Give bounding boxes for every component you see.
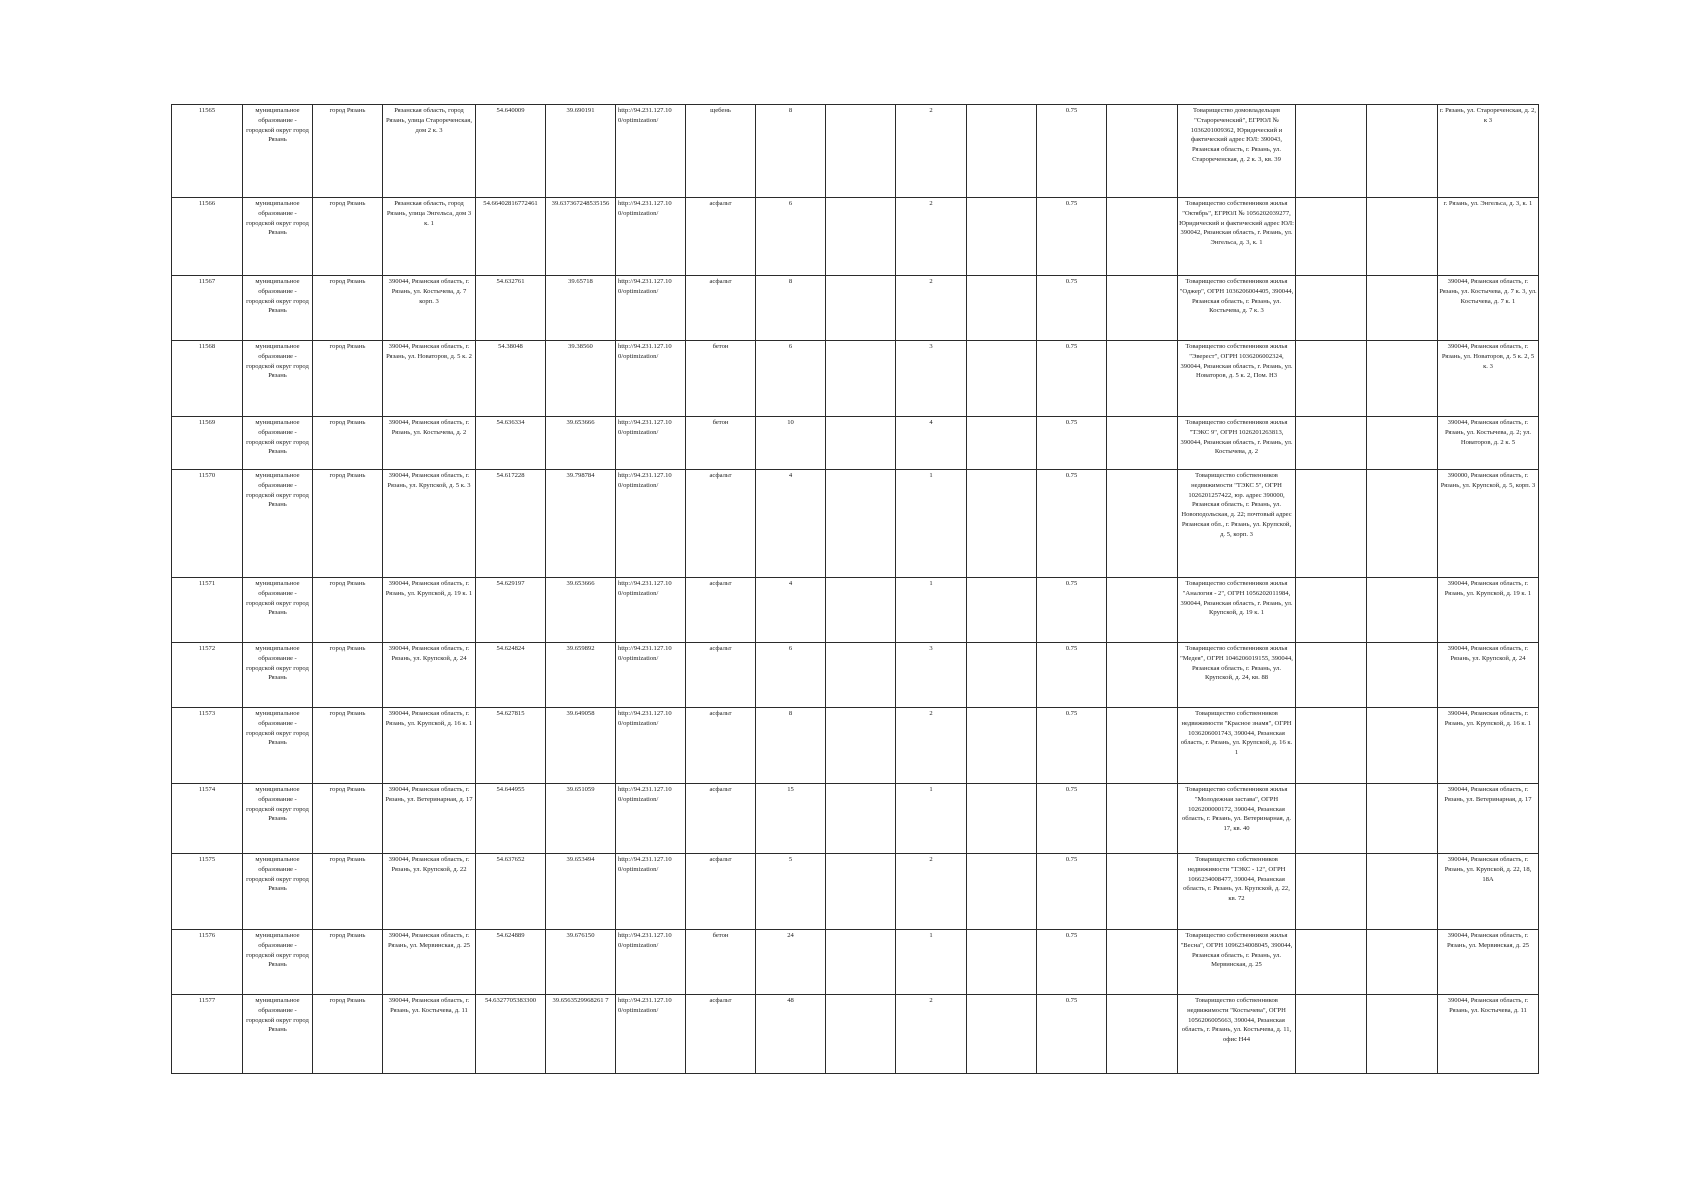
container-count-cell: 4 <box>896 417 967 470</box>
owner-cell: Товарищество собственников недвижимости "ТЭКС 5", ОГРН 1026201257422, юр. адрес 390000, Рязанская область, г. Рязань, ул. Новоподольская, д. 22; почтовый адрес Рязанская обл., г. Рязань, ул. Крупской, д. 5, корп. 3 <box>1178 470 1296 578</box>
container-count-cell: 3 <box>896 341 967 417</box>
surface-cell: бетон <box>686 341 756 417</box>
area-cell: 24 <box>756 930 826 995</box>
empty-cell <box>1367 417 1438 470</box>
empty-cell <box>1367 643 1438 708</box>
map-link-cell[interactable]: http://94.231.127.10 0/optimization/ <box>616 708 686 784</box>
empty-cell <box>1296 930 1367 995</box>
owner-cell: Товарищество собственников жилья "ТЭКС 9", ОГРН 1026201263813, 390044, Рязанская область, г. Рязань, ул. Костычева, д. 2 <box>1178 417 1296 470</box>
waste-sources-cell: 390044, Рязанская область, г. Рязань, ул. Костычева, д. 2; ул. Новаторов, д. 2 к. 5 <box>1438 417 1539 470</box>
address-cell: 390044, Рязанская область, г. Рязань, ул. Крупской, д. 22 <box>383 854 476 930</box>
owner-cell: Товарищество собственников жилья "Молодежная застава", ОГРН 1026200000172, 390044, Рязанская область, г. Рязань, ул. Ветеринарная, д. 17, кв. 40 <box>1178 784 1296 854</box>
latitude-cell: 54.617228 <box>476 470 546 578</box>
surface-cell: асфальт <box>686 784 756 854</box>
table-row <box>172 784 1539 854</box>
surface-cell: асфальт <box>686 578 756 643</box>
waste-sources-cell: 390044, Рязанская область, г. Рязань, ул. Крупской, д. 22, 18, 18А <box>1438 854 1539 930</box>
record-id: 11576 <box>172 930 243 995</box>
longitude-cell: 39.65718 <box>546 276 616 341</box>
empty-cell <box>826 708 896 784</box>
record-id: 11572 <box>172 643 243 708</box>
address-cell: Рязанская область, город Рязань, улица Энгельса, дом 3 к. 1 <box>383 198 476 276</box>
empty-cell <box>1107 643 1178 708</box>
volume-cell: 0.75 <box>1037 276 1107 341</box>
table-row <box>172 105 1539 198</box>
empty-cell <box>967 930 1037 995</box>
area-cell: 48 <box>756 995 826 1074</box>
empty-cell <box>1107 578 1178 643</box>
longitude-cell: 39.38560 <box>546 341 616 417</box>
empty-cell <box>1296 341 1367 417</box>
area-cell: 6 <box>756 198 826 276</box>
record-id: 11577 <box>172 995 243 1074</box>
record-id: 11575 <box>172 854 243 930</box>
surface-cell: асфальт <box>686 995 756 1074</box>
record-id: 11566 <box>172 198 243 276</box>
empty-cell <box>1367 995 1438 1074</box>
record-id: 11565 <box>172 105 243 198</box>
waste-sources-cell: г. Рязань, ул. Энгельса, д. 3, к. 1 <box>1438 198 1539 276</box>
municipality-cell: муниципальное образование - городской округ город Рязань <box>243 784 313 854</box>
settlement-cell: город Рязань <box>313 930 383 995</box>
longitude-cell: 39.676150 <box>546 930 616 995</box>
empty-cell <box>1296 995 1367 1074</box>
longitude-cell: 39.6563529968261 7 <box>546 995 616 1074</box>
area-cell: 4 <box>756 470 826 578</box>
empty-cell <box>826 643 896 708</box>
owner-cell: Товарищество собственников жилья "Октябрь", ЕГРЮЛ № 1056202039277, Юридический и фактический адрес ЮЛ: 390042, Рязанская область, г. Рязань, ул. Энгельса, д. 3, к. 1 <box>1178 198 1296 276</box>
address-cell: 390044, Рязанская область, г. Рязань, ул. Крупской, д. 16 к. 1 <box>383 708 476 784</box>
longitude-cell: 39.798784 <box>546 470 616 578</box>
volume-cell: 0.75 <box>1037 341 1107 417</box>
area-cell: 8 <box>756 708 826 784</box>
latitude-cell: 54.38048 <box>476 341 546 417</box>
waste-sources-cell: 390044, Рязанская область, г. Рязань, ул. Ветеринарная, д. 17 <box>1438 784 1539 854</box>
latitude-cell: 54.66402816772461 <box>476 198 546 276</box>
empty-cell <box>1367 854 1438 930</box>
municipality-cell: муниципальное образование - городской округ город Рязань <box>243 643 313 708</box>
empty-cell <box>967 854 1037 930</box>
area-cell: 8 <box>756 105 826 198</box>
area-cell: 6 <box>756 341 826 417</box>
empty-cell <box>967 417 1037 470</box>
container-count-cell: 2 <box>896 198 967 276</box>
empty-cell <box>1107 995 1178 1074</box>
empty-cell <box>1107 198 1178 276</box>
waste-sources-cell: 390044, Рязанская область, г. Рязань, ул. Костычева, д. 7 к. 3, ул. Костычева, д. 7 к. 1 <box>1438 276 1539 341</box>
longitude-cell: 39.653494 <box>546 854 616 930</box>
municipality-cell: муниципальное образование - городской округ город Рязань <box>243 995 313 1074</box>
volume-cell: 0.75 <box>1037 470 1107 578</box>
empty-cell <box>1107 105 1178 198</box>
empty-cell <box>826 470 896 578</box>
waste-sources-cell: 390044, Рязанская область, г. Рязань, ул. Крупской, д. 24 <box>1438 643 1539 708</box>
table-row <box>172 578 1539 643</box>
container-count-cell: 1 <box>896 784 967 854</box>
area-cell: 5 <box>756 854 826 930</box>
table-row <box>172 854 1539 930</box>
empty-cell <box>826 578 896 643</box>
map-link-cell[interactable]: http://94.231.127.10 0/optimization/ <box>616 470 686 578</box>
municipality-cell: муниципальное образование - городской округ город Рязань <box>243 578 313 643</box>
municipality-cell: муниципальное образование - городской округ город Рязань <box>243 708 313 784</box>
address-cell: 390044, Рязанская область, г. Рязань, ул. Ветеринарная, д. 17 <box>383 784 476 854</box>
map-link-cell[interactable]: http://94.231.127.10 0/optimization/ <box>616 995 686 1074</box>
surface-cell: асфальт <box>686 643 756 708</box>
address-cell: Рязанская область, город Рязань, улица Старореченская, дом 2 к. 3 <box>383 105 476 198</box>
surface-cell: бетон <box>686 417 756 470</box>
empty-cell <box>967 198 1037 276</box>
empty-cell <box>826 341 896 417</box>
area-cell: 15 <box>756 784 826 854</box>
municipality-cell: муниципальное образование - городской округ город Рязань <box>243 276 313 341</box>
municipality-cell: муниципальное образование - городской округ город Рязань <box>243 341 313 417</box>
table-row <box>172 470 1539 578</box>
address-cell: 390044, Рязанская область, г. Рязань, ул. Костычева, д. 2 <box>383 417 476 470</box>
empty-cell <box>1296 276 1367 341</box>
record-id: 11574 <box>172 784 243 854</box>
empty-cell <box>826 854 896 930</box>
owner-cell: Товарищество собственников жилья "Весна", ОГРН 1096234008045, 390044, Рязанская область, г. Рязань, ул. Мервинская, д. 25 <box>1178 930 1296 995</box>
empty-cell <box>967 995 1037 1074</box>
longitude-cell: 39.659892 <box>546 643 616 708</box>
latitude-cell: 54.632761 <box>476 276 546 341</box>
table-row <box>172 708 1539 784</box>
latitude-cell: 54.624889 <box>476 930 546 995</box>
map-link-cell[interactable]: http://94.231.127.10 0/optimization/ <box>616 643 686 708</box>
empty-cell <box>1367 341 1438 417</box>
empty-cell <box>967 341 1037 417</box>
volume-cell: 0.75 <box>1037 708 1107 784</box>
map-link-cell[interactable]: http://94.231.127.10 0/optimization/ <box>616 417 686 470</box>
settlement-cell: город Рязань <box>313 854 383 930</box>
empty-cell <box>1296 417 1367 470</box>
empty-cell <box>1367 708 1438 784</box>
longitude-cell: 39.653666 <box>546 417 616 470</box>
empty-cell <box>1107 276 1178 341</box>
longitude-cell: 39.653666 <box>546 578 616 643</box>
owner-cell: Товарищество собственников недвижимости "ТЭКС - 12", ОГРН 1066234008477, 390044, Рязанская область, г. Рязань, ул. Крупской, д. 22, кв. 72 <box>1178 854 1296 930</box>
table-row <box>172 276 1539 341</box>
empty-cell <box>1107 930 1178 995</box>
address-cell: 390044, Рязанская область, г. Рязань, ул. Новаторов, д. 5 к. 2 <box>383 341 476 417</box>
registry-table <box>171 104 1539 1074</box>
empty-cell <box>967 784 1037 854</box>
surface-cell: асфальт <box>686 470 756 578</box>
address-cell: 390044, Рязанская область, г. Рязань, ул. Мервинская, д. 25 <box>383 930 476 995</box>
record-id: 11568 <box>172 341 243 417</box>
empty-cell <box>826 417 896 470</box>
settlement-cell: город Рязань <box>313 643 383 708</box>
waste-sources-cell: 390044, Рязанская область, г. Рязань, ул. Костычева, д. 11 <box>1438 995 1539 1074</box>
waste-sources-cell: г. Рязань, ул. Старореченская, д. 2, к 3 <box>1438 105 1539 198</box>
map-link-cell[interactable]: http://94.231.127.10 0/optimization/ <box>616 341 686 417</box>
map-link-cell[interactable]: http://94.231.127.10 0/optimization/ <box>616 198 686 276</box>
volume-cell: 0.75 <box>1037 198 1107 276</box>
empty-cell <box>1107 341 1178 417</box>
surface-cell: асфальт <box>686 198 756 276</box>
empty-cell <box>1296 854 1367 930</box>
record-id: 11570 <box>172 470 243 578</box>
table-row <box>172 643 1539 708</box>
longitude-cell: 39.651059 <box>546 784 616 854</box>
empty-cell <box>1367 105 1438 198</box>
area-cell: 6 <box>756 643 826 708</box>
empty-cell <box>1367 276 1438 341</box>
record-id: 11573 <box>172 708 243 784</box>
empty-cell <box>967 105 1037 198</box>
table-row <box>172 417 1539 470</box>
empty-cell <box>967 708 1037 784</box>
volume-cell: 0.75 <box>1037 784 1107 854</box>
empty-cell <box>1296 470 1367 578</box>
municipality-cell: муниципальное образование - городской округ город Рязань <box>243 930 313 995</box>
map-link-cell[interactable]: http://94.231.127.10 0/optimization/ <box>616 854 686 930</box>
longitude-cell: 39.690191 <box>546 105 616 198</box>
waste-sources-cell: 390044, Рязанская область, г. Рязань, ул. Новаторов, д. 5 к. 2, 5 к. 3 <box>1438 341 1539 417</box>
latitude-cell: 54.6327705383300 <box>476 995 546 1074</box>
owner-cell: Товарищество собственников жилья "Аналогия - 2", ОГРН 1056202011984, 390044, Рязанская область, г. Рязань, ул. Крупской, д. 19 к. 1 <box>1178 578 1296 643</box>
volume-cell: 0.75 <box>1037 854 1107 930</box>
area-cell: 4 <box>756 578 826 643</box>
settlement-cell: город Рязань <box>313 995 383 1074</box>
container-count-cell: 2 <box>896 854 967 930</box>
volume-cell: 0.75 <box>1037 643 1107 708</box>
municipality-cell: муниципальное образование - городской округ город Рязань <box>243 198 313 276</box>
settlement-cell: город Рязань <box>313 341 383 417</box>
empty-cell <box>1367 578 1438 643</box>
settlement-cell: город Рязань <box>313 105 383 198</box>
settlement-cell: город Рязань <box>313 784 383 854</box>
record-id: 11569 <box>172 417 243 470</box>
area-cell: 8 <box>756 276 826 341</box>
container-count-cell: 2 <box>896 105 967 198</box>
surface-cell: асфальт <box>686 854 756 930</box>
volume-cell: 0.75 <box>1037 105 1107 198</box>
surface-cell: щебень <box>686 105 756 198</box>
municipality-cell: муниципальное образование - городской округ город Рязань <box>243 105 313 198</box>
empty-cell <box>1107 708 1178 784</box>
latitude-cell: 54.640009 <box>476 105 546 198</box>
empty-cell <box>1107 854 1178 930</box>
empty-cell <box>967 470 1037 578</box>
container-count-cell: 3 <box>896 643 967 708</box>
empty-cell <box>967 643 1037 708</box>
record-id: 11571 <box>172 578 243 643</box>
registry-body <box>172 105 1539 1074</box>
table-row <box>172 930 1539 995</box>
address-cell: 390044, Рязанская область, г. Рязань, ул. Костычева, д. 11 <box>383 995 476 1074</box>
owner-cell: Товарищество домовладельцев "Старореченский", ЕГРЮЛ № 1036201009362, Юридический и фактический адрес ЮЛ: 390043, Рязанская область, г. Рязань, ул. Старореченская, д. 2 к. 3, кв. 39 <box>1178 105 1296 198</box>
container-count-cell: 1 <box>896 470 967 578</box>
empty-cell <box>826 276 896 341</box>
latitude-cell: 54.636334 <box>476 417 546 470</box>
volume-cell: 0.75 <box>1037 930 1107 995</box>
map-link-cell[interactable]: http://94.231.127.10 0/optimization/ <box>616 105 686 198</box>
owner-cell: Товарищество собственников жилья "Оджер", ОГРН 1036206004405, 390044, Рязанская область, г. Рязань, ул. Костычева, д. 7 к. 3 <box>1178 276 1296 341</box>
waste-sources-cell: 390044, Рязанская область, г. Рязань, ул. Мервинская, д. 25 <box>1438 930 1539 995</box>
empty-cell <box>826 198 896 276</box>
empty-cell <box>1296 198 1367 276</box>
latitude-cell: 54.637652 <box>476 854 546 930</box>
empty-cell <box>1296 105 1367 198</box>
record-id: 11567 <box>172 276 243 341</box>
owner-cell: Товарищество собственников жилья "Медея", ОГРН 1046206019155, 390044, Рязанская область, г. Рязань, ул. Крупской, д. 24, кв. 88 <box>1178 643 1296 708</box>
surface-cell: асфальт <box>686 276 756 341</box>
address-cell: 390044, Рязанская область, г. Рязань, ул. Крупской, д. 5 к. 3 <box>383 470 476 578</box>
latitude-cell: 54.624824 <box>476 643 546 708</box>
empty-cell <box>826 995 896 1074</box>
owner-cell: Товарищество собственников жилья "Эверест", ОГРН 1036206002324, 390044, Рязанская область, г. Рязань, ул. Новаторов, д. 5 к. 2, Пом. Н3 <box>1178 341 1296 417</box>
longitude-cell: 39.637367248535156 <box>546 198 616 276</box>
empty-cell <box>967 578 1037 643</box>
container-count-cell: 2 <box>896 995 967 1074</box>
empty-cell <box>1107 470 1178 578</box>
map-link-cell[interactable]: http://94.231.127.10 0/optimization/ <box>616 784 686 854</box>
surface-cell: бетон <box>686 930 756 995</box>
settlement-cell: город Рязань <box>313 708 383 784</box>
empty-cell <box>1367 930 1438 995</box>
waste-sources-cell: 390044, Рязанская область, г. Рязань, ул. Крупской, д. 19 к. 1 <box>1438 578 1539 643</box>
owner-cell: Товарищество собственников недвижимости "Костычева", ОГРН 1056206005663, 390044, Рязанская область, г. Рязань, ул. Костычева, д. 11, офис Н44 <box>1178 995 1296 1074</box>
address-cell: 390044, Рязанская область, г. Рязань, ул. Крупской, д. 19 к. 1 <box>383 578 476 643</box>
map-link-cell[interactable]: http://94.231.127.10 0/optimization/ <box>616 276 686 341</box>
container-count-cell: 1 <box>896 930 967 995</box>
empty-cell <box>1367 784 1438 854</box>
table-row <box>172 995 1539 1074</box>
settlement-cell: город Рязань <box>313 578 383 643</box>
volume-cell: 0.75 <box>1037 995 1107 1074</box>
area-cell: 10 <box>756 417 826 470</box>
settlement-cell: город Рязань <box>313 198 383 276</box>
address-cell: 390044, Рязанская область, г. Рязань, ул. Костычева, д. 7 корп. 3 <box>383 276 476 341</box>
volume-cell: 0.75 <box>1037 578 1107 643</box>
empty-cell <box>1107 417 1178 470</box>
municipality-cell: муниципальное образование - городской округ город Рязань <box>243 417 313 470</box>
table-row <box>172 198 1539 276</box>
address-cell: 390044, Рязанская область, г. Рязань, ул. Крупской, д. 24 <box>383 643 476 708</box>
empty-cell <box>1367 470 1438 578</box>
container-count-cell: 1 <box>896 578 967 643</box>
empty-cell <box>1296 643 1367 708</box>
map-link-cell[interactable]: http://94.231.127.10 0/optimization/ <box>616 930 686 995</box>
surface-cell: асфальт <box>686 708 756 784</box>
latitude-cell: 54.644955 <box>476 784 546 854</box>
latitude-cell: 54.627815 <box>476 708 546 784</box>
settlement-cell: город Рязань <box>313 276 383 341</box>
empty-cell <box>967 276 1037 341</box>
map-link-cell[interactable]: http://94.231.127.10 0/optimization/ <box>616 578 686 643</box>
table-row <box>172 341 1539 417</box>
longitude-cell: 39.649058 <box>546 708 616 784</box>
waste-sources-cell: 390044, Рязанская область, г. Рязань, ул. Крупской, д. 16 к. 1 <box>1438 708 1539 784</box>
latitude-cell: 54.629197 <box>476 578 546 643</box>
empty-cell <box>1296 578 1367 643</box>
settlement-cell: город Рязань <box>313 470 383 578</box>
empty-cell <box>826 784 896 854</box>
container-count-cell: 2 <box>896 276 967 341</box>
volume-cell: 0.75 <box>1037 417 1107 470</box>
municipality-cell: муниципальное образование - городской округ город Рязань <box>243 470 313 578</box>
empty-cell <box>1107 784 1178 854</box>
waste-sources-cell: 390000, Рязанская область, г. Рязань, ул. Крупской, д. 5, корп. 3 <box>1438 470 1539 578</box>
container-count-cell: 2 <box>896 708 967 784</box>
owner-cell: Товарищество собственников недвижимости "Красное знамя", ОГРН 1036206001743, 390044, Рязанская область, г. Рязань, ул. Крупской, д. 16 к. 1 <box>1178 708 1296 784</box>
empty-cell <box>1296 784 1367 854</box>
empty-cell <box>826 930 896 995</box>
empty-cell <box>826 105 896 198</box>
settlement-cell: город Рязань <box>313 417 383 470</box>
empty-cell <box>1296 708 1367 784</box>
municipality-cell: муниципальное образование - городской округ город Рязань <box>243 854 313 930</box>
empty-cell <box>1367 198 1438 276</box>
